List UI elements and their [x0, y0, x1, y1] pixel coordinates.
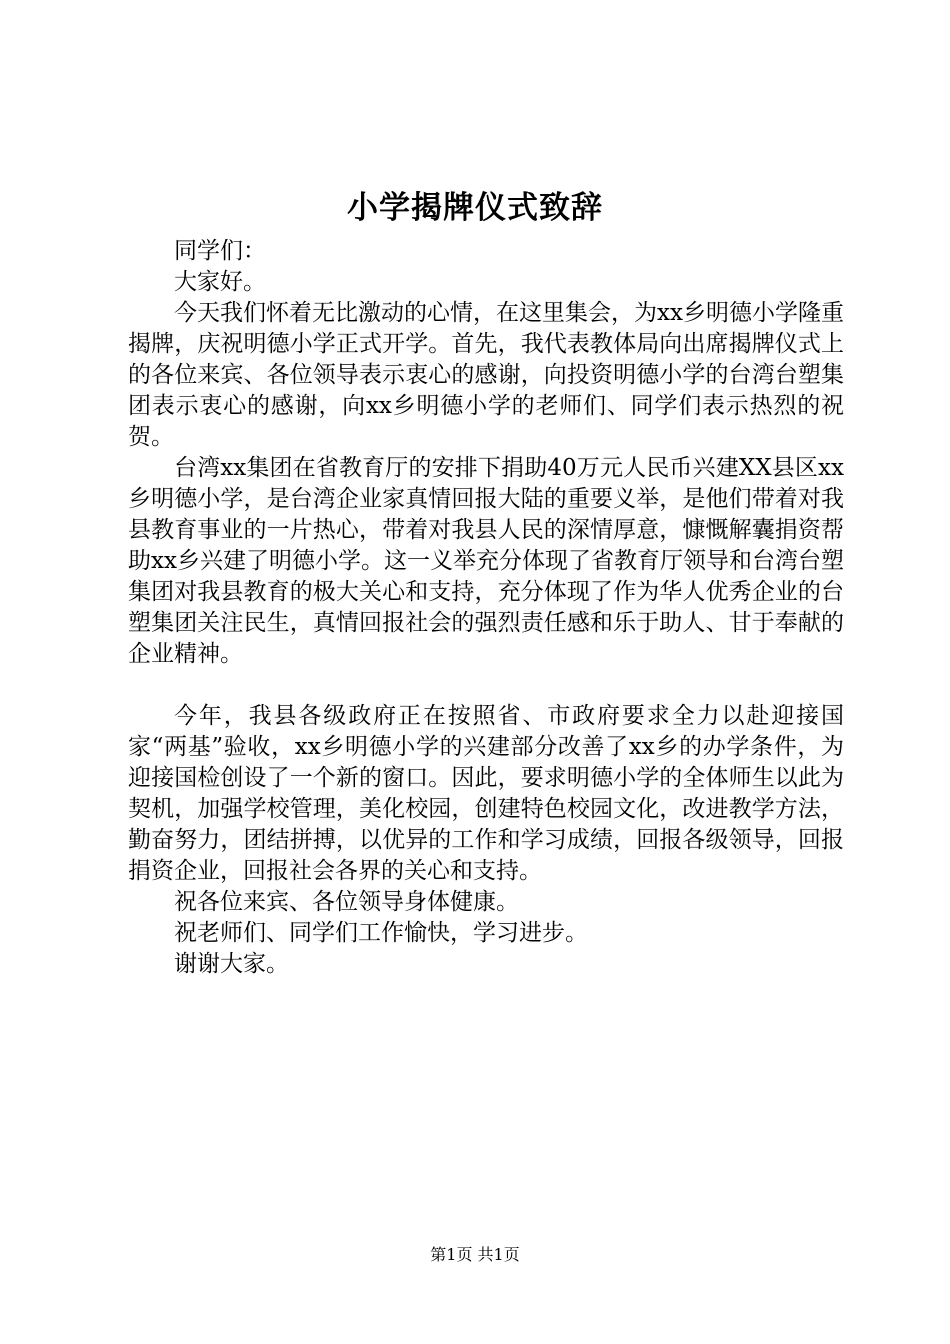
page-number: 第1页 共1页 — [430, 1245, 520, 1264]
document-title: 小学揭牌仪式致辞 — [347, 190, 603, 226]
closing-wish-teachers: 祝老师们、同学们工作愉快，学习进步。 — [174, 920, 588, 946]
document-body — [128, 236, 844, 980]
closing-wish-guests: 祝各位来宾、各位领导身体健康。 — [174, 889, 519, 915]
closing-thanks: 谢谢大家。 — [174, 951, 289, 977]
paragraph-requirements: 今年，我县各级政府正在按照省、市政府要求全力以赴迎接国家“两基”验收，xx乡明德小学的兴建部分改善了xx乡的办学条件，为迎接国检创设了一个新的窗口。因此，要求明德小学的全体师生以此为契机，加强学校管理，美化校园，创建特色校园文化，改进教学方法，勤奋努力，团结拼搏，以优异的工作和学习成绩，回报各级领导，回报捐资企业，回报社会各界的关心和支持。 — [128, 703, 844, 884]
salutation: 同学们： — [174, 238, 266, 264]
paragraph-opening: 今天我们怀着无比激动的心情，在这里集会，为xx乡明德小学隆重揭牌，庆祝明德小学正式开学。首先，我代表教体局向出席揭牌仪式上的各位来宾、各位领导表示衷心的感谢，向投资明德小学的台湾台塑集团表示衷心的感谢，向xx乡明德小学的老师们、同学们表示热烈的祝贺。 — [128, 300, 844, 450]
paragraph-donation: 台湾xx集团在省教育厅的安排下捐助40万元人民币兴建XX县区xx乡明德小学，是台湾企业家真情回报大陆的重要义举，是他们带着对我县教育事业的一片热心，带着对我县人民的深情厚意，慷慨解囊捐资帮助xx乡兴建了明德小学。这一义举充分体现了省教育厅领导和台湾台塑集团对我县教育的极大关心和支持，充分体现了作为华人优秀企业的台塑集团关注民生，真情回报社会的强烈责任感和乐于助人、甘于奉献的企业精神。 — [128, 455, 844, 667]
greeting: 大家好。 — [174, 269, 266, 295]
